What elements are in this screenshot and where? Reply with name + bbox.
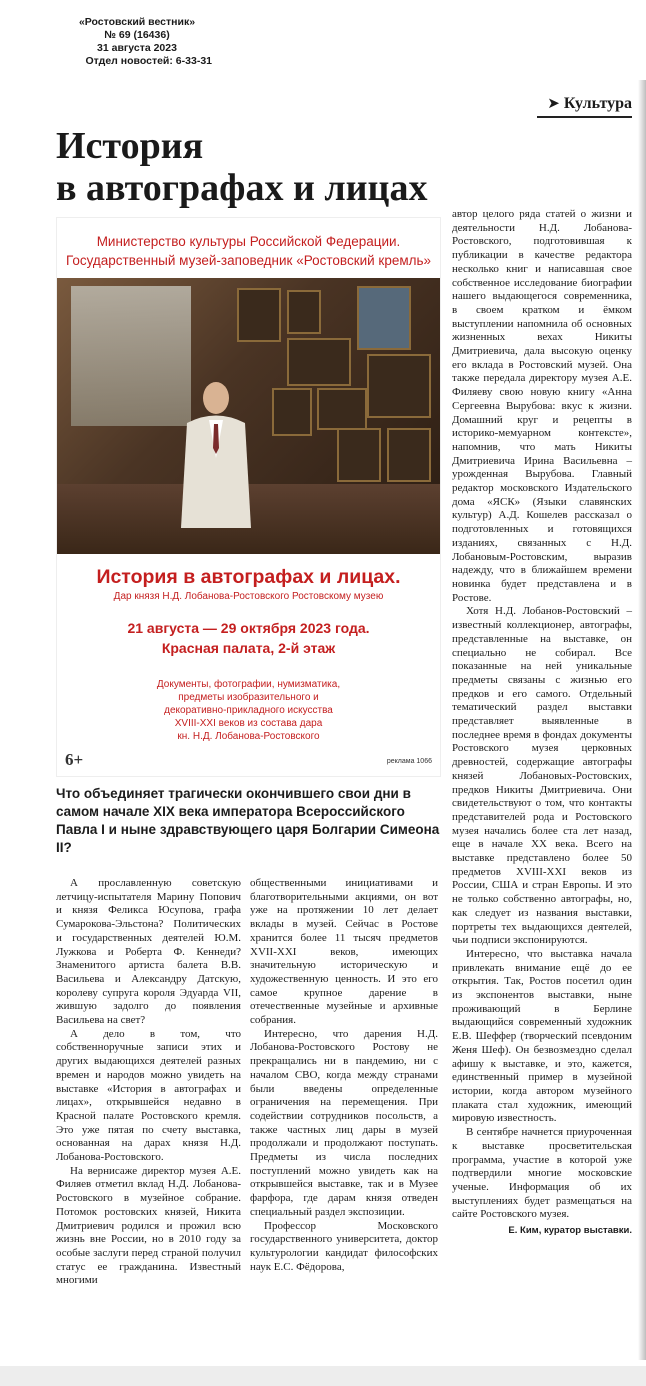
poster-subtitle: Дар князя Н.Д. Лобанова-Ростовского Ростовскому музею (113, 591, 384, 602)
poster-desc-line: XVIII-XXI веков из состава дара (174, 718, 323, 729)
article-lead: Что объединяет трагически окончившего свои дни в самом начале XIX века императора Всероссийского Павла I и ныне здравствующего царя Болгарии Симеона II? (56, 786, 440, 855)
paragraph: Интересно, что выставка начала привлекать внимание ещё до ее открытия. Так, Ростов посетил один из экспонентов выставки, ныне проживающий в Берлине выдающийся современный художник Е.В. Шеффер (творческий псевдоним Женя Шеф). Он безвозмездно сделал афишу к выставке, и это, кажется, единственный пример в музейной истории, когда автором музейного плаката стал художник, имеющий мировую известность. (452, 947, 632, 1125)
paragraph: А прославленную советскую летчицу-испытателя Марину Попович и князя Феликса Юсупова, графа Сумарокова-Эльстона? Политических и государственных деятелей Ю.М. Лужкова и Роберта Ф. Кеннеди? Знаменитого артиста балета В.В. Васильева и Александру Датскую, королеву супруга короля Эдуарда VII, жившую задолго до появления Васильева на свет? (56, 877, 241, 1027)
masthead (62, 16, 212, 68)
poster-date-range: 21 августа — 29 октября 2023 года. (127, 620, 370, 636)
article-column-3 (452, 208, 632, 1238)
poster-ministry-line2: Государственный музей-заповедник «Ростовский кремль» (65, 253, 432, 268)
photo-frame (337, 428, 381, 482)
photo-frame (287, 338, 351, 386)
paragraph: А дело в том, что собственноручные записи этих и других выдающихся деятелей разных времен и народов можно увидеть на выставке «История в автографах и лицах», открывшейся недавно в Красной палате Ростовского кремля. Это уже пятая по счету выставка, основанная на дарах князя Н.Д. Лобанова-Ростовского. (56, 1027, 241, 1164)
news-contact: Отдел новостей: 6-33-31 (85, 55, 212, 67)
photo-frame (387, 428, 431, 482)
paragraph: На вернисаже директор музея А.Е. Филяев отметил вклад Н.Д. Лобанова-Ростовского в музейное собрание. Потомок ростовских князей, Никита Дмитриевич родился и прожил всю жизнь вне России, но в 2010 году за особые заслуги перед страной получил статус ее гражданина. Известный многими (56, 1164, 241, 1287)
photo-frame (272, 388, 312, 436)
poster-desc-line: предметы изобразительного и (178, 692, 319, 703)
paragraph: В сентябре начнется приуроченная к выставке просветительская программа, участие в которой уже подтвердили многие московские ученые. Информация об их выступлениях будет размещаться на сайте Ростовского музея. (452, 1126, 632, 1221)
poster-title: История в автографах и лицах. (96, 566, 401, 588)
poster-description (57, 678, 440, 743)
article-column-2 (250, 877, 438, 1274)
photo-frame (237, 288, 281, 342)
title-line-2: в автографах и лицах (56, 167, 428, 209)
issue-number: № 69 (16436) (104, 29, 170, 41)
rubric-label: Культура (563, 95, 632, 112)
poster-photo (57, 278, 440, 554)
portrait-man (177, 378, 255, 528)
paragraph: общественными инициативами и благотворительными акциями, он вот уже на протяжении 10 лет делает вклады в музей. Сейчас в Ростове хранится более 11 тысяч предметов XVII-XXI веков, имеющих значительную историческую и художественную ценность. И это его самое крупное дарение в отечественные музейные и архивные собрания. (250, 877, 438, 1027)
poster-desc-line: Документы, фотографии, нумизматика, (156, 679, 341, 690)
paragraph: Интересно, что дарения Н.Д. Лобанова-Ростовского Ростову не прекращались ни в пандемию, ни с началом СВО, когда между странами были введены определенные ограничения на перемещения. При содействии сотрудников посольств, а также частных лиц дары в музей продолжали и продолжают поступать. Предметы из числа последних поступлений можно увидеть как на открывшейся выставке, так и в Музее фарфора, где дарам князя отведен специальный раздел экспозиции. (250, 1027, 438, 1218)
author-signature: Е. Ким, куратор выставки. (508, 1225, 632, 1237)
paragraph: Хотя Н.Д. Лобанов-Ростовский – известный коллекционер, автографы, представленные на выставке, он специально не собирал. Все показанные на ней уникальные предметы связаны с жизнью его предков и его самого. Отдельный тематический раздел выставки представляет выявленные в последнее время в фондах документы Ростовского музея церковных древностей, содержащие автографы князей Лобановых-Ростовских, предков Никиты Дмитриевича. Они свидетельствуют о том, что контакты представителей рода и Ростовского музея начались более ста лет назад, еще в начале XX века. Всего на выставке представлено более 50 предметов XVIII-XXI веков из России, США и стран Европы. И это не только собственно автографы, но, как следует из названия выставки, портреты тех выдающихся деятелей, чьи подписи экспонируются. (452, 605, 632, 947)
exhibition-poster (56, 217, 441, 777)
title-line-1: История (56, 125, 204, 167)
paper-name: «Ростовский вестник» (78, 16, 196, 28)
poster-dates (57, 618, 440, 658)
poster-desc-line: кн. Н.Д. Лобанова-Ростовского (177, 731, 320, 742)
ad-mark: реклама 1066 (386, 758, 432, 765)
paragraph: Профессор Московского государственного университета, доктор культурологии кандидат философских наук Е.С. Фёдорова, (250, 1219, 438, 1273)
photo-frame (287, 290, 321, 334)
photo-frame (317, 388, 367, 430)
poster-desc-line: декоративно-прикладного искусства (164, 705, 333, 716)
section-rubric (537, 94, 632, 118)
paragraph: автор целого ряда статей о жизни и деятельности Н.Д. Лобанова-Ростовского, подготовившая к публикации в качестве редактора несколько книг и написавшая свое собственное исследование биографии нашего выдающегося современника, в своем кратком и ёмком выступлении напомнила об основных жизненных вехах Никиты Дмитриевича, дала высокую оценку его вклада в Ростовский музей. Она также передала директору музея А.Е. Филяеву свою новую книгу «Анна Сергеевна Вырубова: вкус к жизни. Домашний круг и рецепты в историко-мемуарном контексте», напомнив, что мать Никиты Дмитриевича Ирина Васильевна – урожденная Вырубова. Главный редактор московского Издательского дома «ЯСК» (Языки славянских культур) А.Д. Кошелев рассказал о подготовленных и готовящихся изданиях, связанных с Н.Д. Лобановым-Ростовским, выразив надежду, что в ближайшем времени новинка будет представлена и в Ростове. (452, 208, 632, 604)
age-rating: 6+ (65, 750, 84, 769)
article-title (56, 125, 506, 209)
photo-frame (367, 354, 431, 418)
poster-place: Красная палата, 2-й этаж (161, 640, 336, 656)
bottom-margin (0, 1366, 646, 1386)
issue-date: 31 августа 2023 (97, 42, 177, 54)
arrow-icon: ➤ (547, 94, 560, 112)
poster-ministry (57, 232, 440, 270)
photo-window (71, 286, 191, 426)
photo-frame (357, 286, 411, 350)
page-fold-shadow (638, 80, 646, 1360)
article-column-1 (56, 877, 241, 1288)
poster-ministry-line1: Министерство культуры Российской Федерации. (96, 234, 401, 249)
